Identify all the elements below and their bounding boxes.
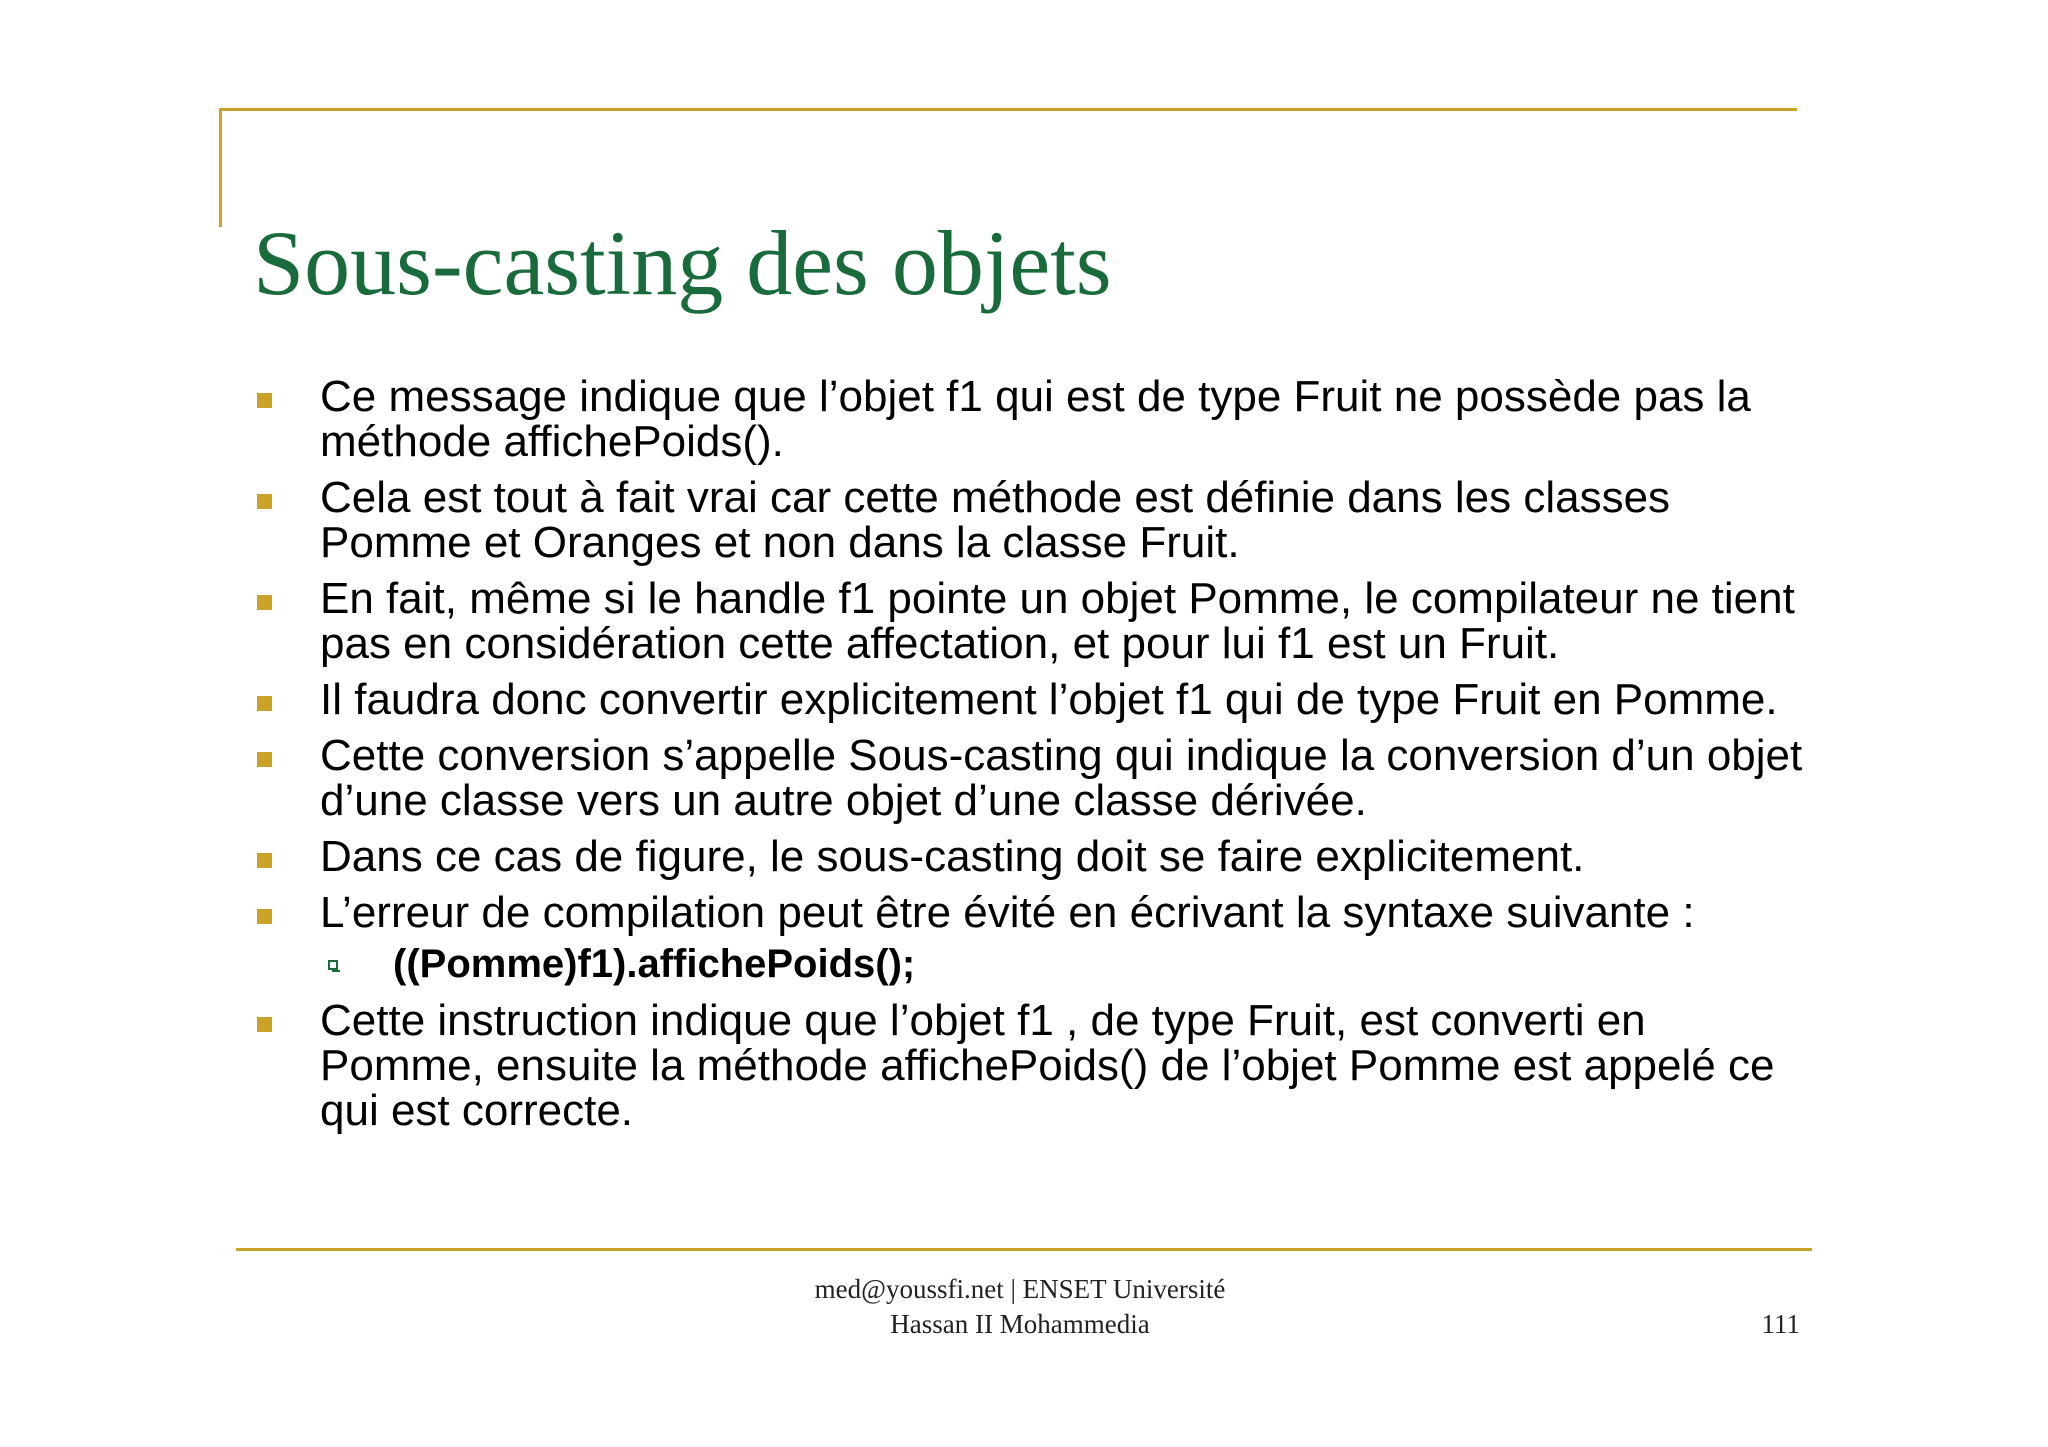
square-bullet-icon [257,752,272,767]
bullet-text: Cette conversion s’appelle Sous-casting qui indique la conversion d’un objet d’une classe vers un autre objet d’une classe dérivée. [320,731,1803,825]
hollow-square-bullet-icon [328,960,338,970]
list-item [250,677,1810,722]
slide-title: Sous-casting des objets [253,212,1112,314]
list-item [250,374,1810,464]
square-bullet-icon [257,1017,272,1032]
bullet-text: Ce message indique que l’objet f1 qui est de type Fruit ne possède pas la méthode affichePoids(). [320,372,1751,466]
list-item [250,475,1810,565]
square-bullet-icon [257,393,272,408]
square-bullet-icon [257,696,272,711]
square-bullet-icon [257,494,272,509]
left-border-line [219,108,222,227]
footer-divider [236,1248,1812,1251]
list-item [250,834,1810,879]
square-bullet-icon [257,853,272,868]
code-line: ((Pomme)f1).affichePoids(); [393,942,916,986]
bullet-text: Il faudra donc convertir explicitement l’objet f1 qui de type Fruit en Pomme. [320,675,1778,724]
square-bullet-icon [257,595,272,610]
bullet-text: Cela est tout à fait vrai car cette méthode est définie dans les classes Pomme et Oranges et non dans la classe Fruit. [320,473,1671,567]
top-border-line [219,108,1797,111]
bullet-list [250,374,1810,1144]
page-number: 111 [1761,1309,1800,1339]
list-item [250,890,1810,935]
footer-credit [700,1272,1340,1342]
code-sub-item [250,942,1810,987]
footer-line-1: med@youssfi.net | ENSET Université [814,1274,1226,1304]
square-bullet-icon [257,909,272,924]
list-item [250,733,1810,823]
list-item [250,576,1810,666]
bullet-text: Dans ce cas de figure, le sous-casting doit se faire explicitement. [320,832,1585,881]
bullet-text: Cette instruction indique que l’objet f1 , de type Fruit, est converti en Pomme, ensuite la méthode affichePoids() de l’objet Pomme est appelé ce qui est correcte. [320,996,1775,1135]
bullet-text: En fait, même si le handle f1 pointe un objet Pomme, le compilateur ne tient pas en considération cette affectation, et pour lui f1 est un Fruit. [320,574,1795,668]
bullet-text: L’erreur de compilation peut être évité en écrivant la syntaxe suivante : [320,888,1695,937]
footer-line-2: Hassan II Mohammedia [890,1309,1150,1339]
list-item [250,998,1810,1133]
